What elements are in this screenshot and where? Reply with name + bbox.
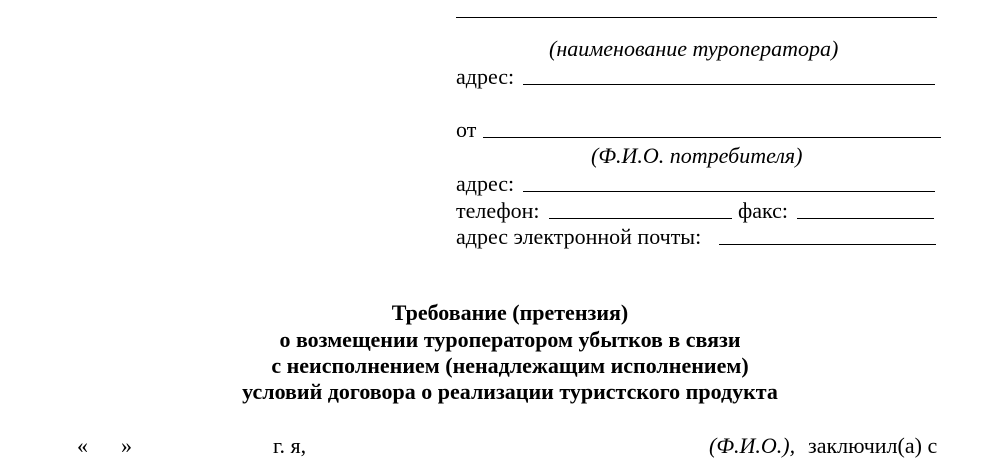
title-line-3: с неисполнением (ненадлежащим исполнением)	[271, 353, 749, 378]
fax-line[interactable]	[797, 218, 934, 219]
consumer-caption: (Ф.И.О. потребителя)	[591, 143, 803, 168]
title-line-1: Требование (претензия)	[391, 300, 629, 325]
email-label: адрес электронной почты:	[456, 224, 702, 249]
consumer-address-label: адрес:	[456, 171, 515, 196]
date-quote-open: «	[77, 433, 88, 458]
from-label: от	[456, 117, 477, 142]
operator-address-line[interactable]	[523, 84, 935, 85]
operator-address-label: адрес:	[456, 64, 515, 89]
operator-name-line[interactable]	[456, 17, 937, 18]
consumer-address-line[interactable]	[523, 191, 935, 192]
consumer-name-line[interactable]	[483, 137, 941, 138]
operator-caption: (наименование туроператора)	[549, 36, 839, 61]
email-line[interactable]	[719, 244, 936, 245]
fio-placeholder: (Ф.И.О.),	[709, 433, 796, 458]
year-text: г. я,	[273, 433, 307, 458]
contract-text: заключил(а) с	[808, 433, 938, 458]
date-quote-close: »	[121, 433, 132, 458]
phone-label: телефон:	[456, 198, 540, 223]
title-line-4: условий договора о реализации туристского продукта	[242, 379, 778, 404]
fax-label: факс:	[738, 198, 789, 223]
title-line-2: о возмещении туроператором убытков в связи	[279, 327, 741, 352]
phone-line[interactable]	[549, 218, 732, 219]
